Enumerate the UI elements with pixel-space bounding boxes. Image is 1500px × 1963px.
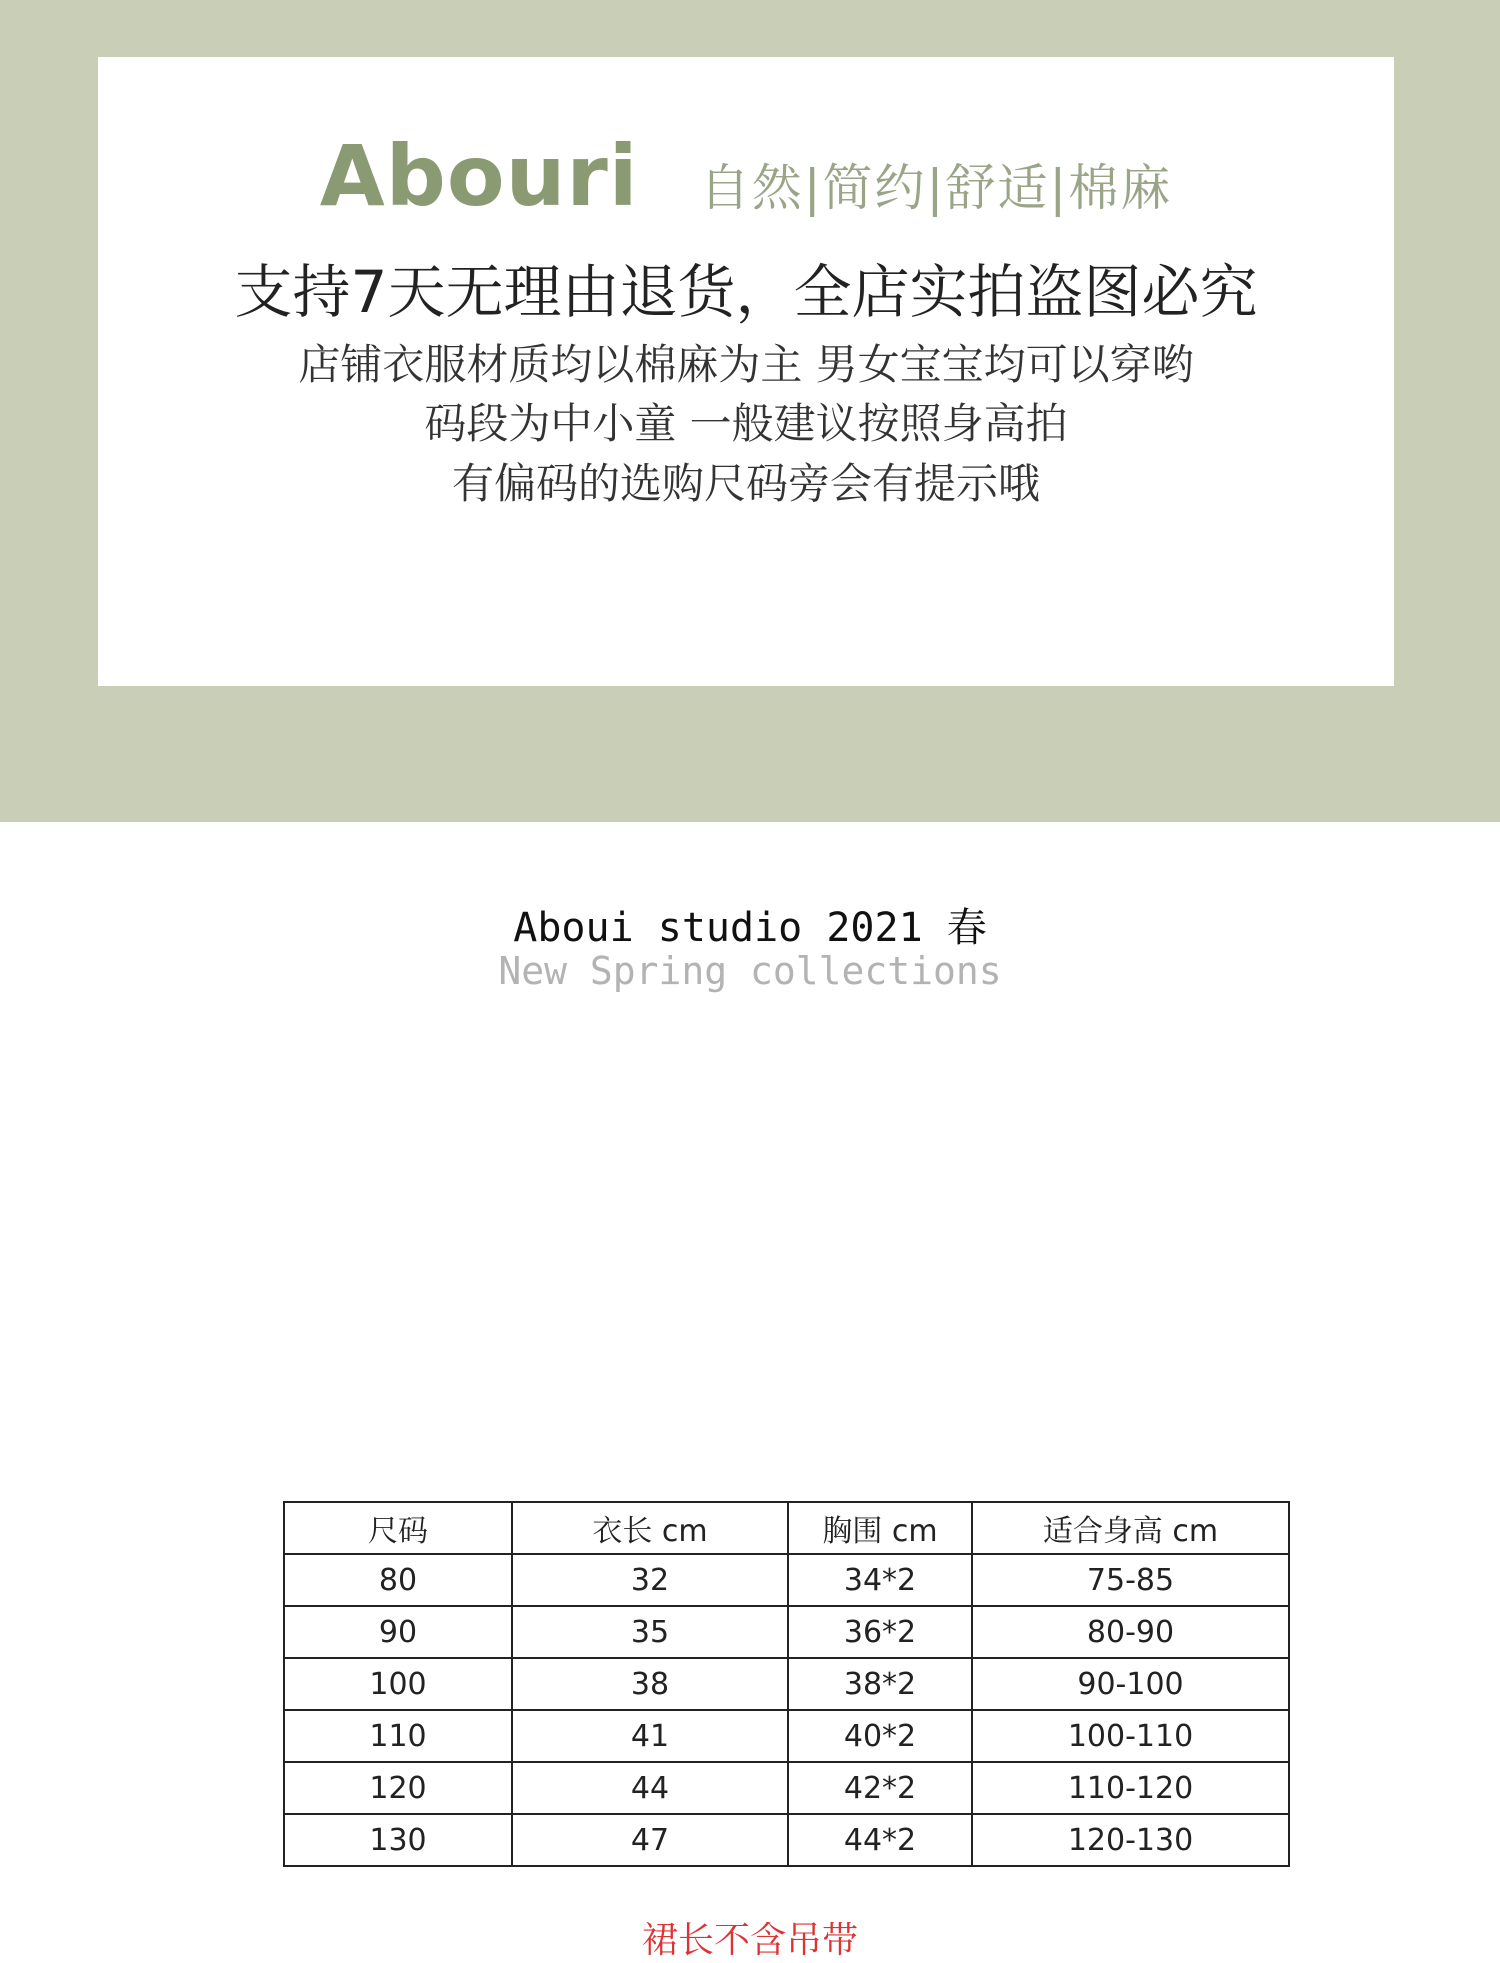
header-height: 适合身高 cm	[972, 1502, 1289, 1554]
header-chest: 胸围 cm	[788, 1502, 972, 1554]
cell-chest: 40*2	[788, 1710, 972, 1762]
brand-row	[98, 127, 1394, 225]
brand-logo: Abouri	[319, 127, 639, 225]
cell-length: 44	[512, 1762, 788, 1814]
cell-length: 35	[512, 1606, 788, 1658]
cell-height: 90-100	[972, 1658, 1289, 1710]
cell-chest: 38*2	[788, 1658, 972, 1710]
table-row	[284, 1554, 1289, 1606]
info-line-material: 店铺衣服材质均以棉麻为主 男女宝宝均可以穿哟	[298, 340, 1194, 389]
cell-height: 80-90	[972, 1606, 1289, 1658]
table-row	[284, 1710, 1289, 1762]
brand-banner	[98, 57, 1394, 686]
header-length: 衣长 cm	[512, 1502, 788, 1554]
table-row	[284, 1814, 1289, 1866]
cell-size: 100	[284, 1658, 512, 1710]
info-line-size-hint: 有偏码的选购尺码旁会有提示哦	[451, 459, 1040, 508]
cell-chest: 44*2	[788, 1814, 972, 1866]
collection-subtitle: New Spring collections	[498, 949, 1002, 993]
return-policy-headline: 支持7天无理由退货，全店实拍盗图必究	[234, 258, 1258, 326]
table-header-row	[284, 1502, 1289, 1554]
collection-title: Aboui studio 2021 春	[513, 905, 987, 951]
cell-length: 41	[512, 1710, 788, 1762]
top-band	[0, 0, 1500, 822]
footer-note: 裙长不含吊带	[641, 1920, 858, 1961]
cell-size: 90	[284, 1606, 512, 1658]
table-row	[284, 1606, 1289, 1658]
cell-height: 100-110	[972, 1710, 1289, 1762]
cell-size: 130	[284, 1814, 512, 1866]
cell-chest: 34*2	[788, 1554, 972, 1606]
brand-tagline: 自然|简约|舒适|棉麻	[699, 159, 1173, 217]
cell-chest: 36*2	[788, 1606, 972, 1658]
cell-size: 120	[284, 1762, 512, 1814]
cell-chest: 42*2	[788, 1762, 972, 1814]
info-line-size-range: 码段为中小童 一般建议按照身高拍	[424, 399, 1068, 448]
cell-size: 110	[284, 1710, 512, 1762]
cell-length: 38	[512, 1658, 788, 1710]
size-table	[283, 1501, 1290, 1867]
cell-height: 75-85	[972, 1554, 1289, 1606]
cell-height: 120-130	[972, 1814, 1289, 1866]
cell-size: 80	[284, 1554, 512, 1606]
table-row	[284, 1658, 1289, 1710]
cell-length: 32	[512, 1554, 788, 1606]
table-row	[284, 1762, 1289, 1814]
cell-length: 47	[512, 1814, 788, 1866]
header-size: 尺码	[284, 1502, 512, 1554]
cell-height: 110-120	[972, 1762, 1289, 1814]
